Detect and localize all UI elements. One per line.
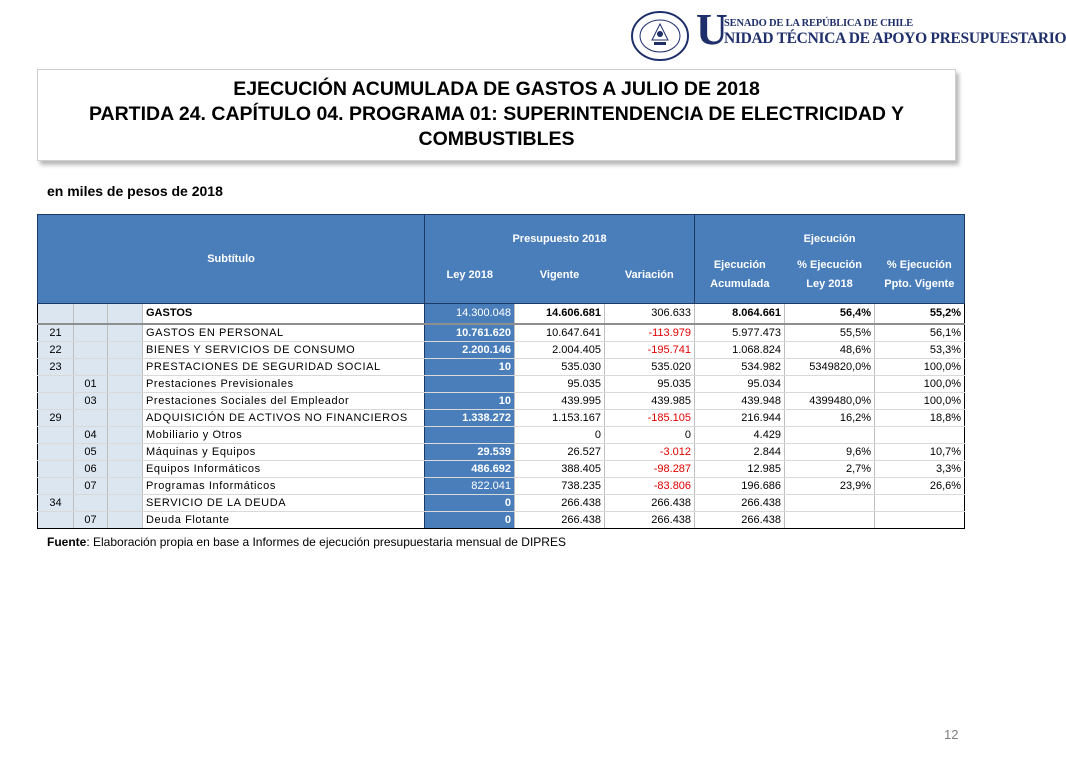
cell-pct-vigente: 100,0% (875, 359, 965, 376)
cell-variacion: -185.105 (605, 410, 695, 427)
header-subtitulo: Subtítulo (38, 215, 425, 304)
senado-seal-logo (630, 10, 690, 62)
cell-pct-vigente: 26,6% (875, 478, 965, 495)
cell-ley (425, 427, 515, 444)
table-row (38, 495, 965, 512)
cell-vigente: 26.527 (515, 444, 605, 461)
cell-subtitulo (38, 393, 74, 410)
cell-spacer (108, 359, 143, 376)
cell-pct-ley: 2,7% (785, 461, 875, 478)
cell-description: ADQUISICIÓN DE ACTIVOS NO FINANCIEROS (143, 410, 425, 427)
cell-subtitulo (38, 512, 74, 529)
cell-variacion: 95.035 (605, 376, 695, 393)
cell-pct-ley (785, 495, 875, 512)
cell-variacion: 266.438 (605, 495, 695, 512)
table-row (38, 512, 965, 529)
cell-pct-ley (785, 427, 875, 444)
cell-description: Equipos Informáticos (143, 461, 425, 478)
cell-vigente: 14.606.681 (515, 304, 605, 325)
cell-vigente: 388.405 (515, 461, 605, 478)
cell-subtitulo: 23 (38, 359, 74, 376)
cell-ejecucion: 216.944 (695, 410, 785, 427)
cell-item (74, 324, 108, 342)
cell-ley: 10 (425, 359, 515, 376)
cell-vigente: 2.004.405 (515, 342, 605, 359)
brand-line1: SENADO DE LA REPÚBLICA DE CHILE (724, 18, 913, 29)
cell-ley: 0 (425, 512, 515, 529)
table-row (38, 376, 965, 393)
table-row (38, 427, 965, 444)
cell-ejecucion: 5.977.473 (695, 324, 785, 342)
cell-vigente: 95.035 (515, 376, 605, 393)
cell-ley (425, 376, 515, 393)
cell-vigente: 535.030 (515, 359, 605, 376)
cell-item: 06 (74, 461, 108, 478)
cell-spacer (108, 427, 143, 444)
cell-ejecucion: 12.985 (695, 461, 785, 478)
cell-subtitulo (38, 461, 74, 478)
cell-description: Programas Informáticos (143, 478, 425, 495)
cell-ley: 14.300.048 (425, 304, 515, 325)
cell-subtitulo: 34 (38, 495, 74, 512)
cell-variacion: -113.979 (605, 324, 695, 342)
title-box (37, 69, 956, 161)
cell-pct-ley: 9,6% (785, 444, 875, 461)
cell-pct-ley: 55,5% (785, 324, 875, 342)
header-variacion: Variación (605, 247, 695, 304)
brand-line2: NIDAD TÉCNICA DE APOYO PRESUPUESTARIO (724, 30, 1066, 47)
cell-variacion: -83.806 (605, 478, 695, 495)
cell-ley: 0 (425, 495, 515, 512)
table-row (38, 342, 965, 359)
source-label: Fuente (47, 535, 87, 549)
cell-ejecucion: 439.948 (695, 393, 785, 410)
cell-description: Deuda Flotante (143, 512, 425, 529)
cell-spacer (108, 304, 143, 325)
cell-item: 01 (74, 376, 108, 393)
units-label: en miles de pesos de 2018 (47, 183, 223, 199)
header-pct-vig-line1: % Ejecución (886, 259, 952, 271)
cell-pct-ley: 16,2% (785, 410, 875, 427)
cell-ley: 1.338.272 (425, 410, 515, 427)
title-line1: EJECUCIÓN ACUMULADA DE GASTOS A JULIO DE 2018 (233, 78, 760, 100)
header-ley: Ley 2018 (425, 247, 515, 304)
cell-ley: 10 (425, 393, 515, 410)
table-row (38, 478, 965, 495)
senado-brand-logo (696, 5, 1066, 58)
cell-spacer (108, 461, 143, 478)
cell-pct-vigente: 100,0% (875, 393, 965, 410)
cell-ejecucion: 196.686 (695, 478, 785, 495)
cell-ley: 822.041 (425, 478, 515, 495)
cell-item: 03 (74, 393, 108, 410)
cell-ley: 29.539 (425, 444, 515, 461)
cell-ejecucion: 4.429 (695, 427, 785, 444)
cell-pct-vigente: 3,3% (875, 461, 965, 478)
cell-item (74, 410, 108, 427)
cell-subtitulo: 21 (38, 324, 74, 342)
cell-spacer (108, 478, 143, 495)
cell-ejecucion: 266.438 (695, 495, 785, 512)
cell-ejecucion: 266.438 (695, 512, 785, 529)
header-presupuesto: Presupuesto 2018 (425, 215, 695, 248)
cell-variacion: 439.985 (605, 393, 695, 410)
cell-variacion: -3.012 (605, 444, 695, 461)
cell-subtitulo (38, 376, 74, 393)
cell-pct-vigente: 100,0% (875, 376, 965, 393)
cell-pct-vigente: 56,1% (875, 324, 965, 342)
header-pct-vig-line2: Ppto. Vigente (884, 278, 955, 290)
table-row (38, 359, 965, 376)
cell-spacer (108, 512, 143, 529)
header-pct-ley (785, 247, 875, 304)
cell-ejecucion: 2.844 (695, 444, 785, 461)
cell-ley: 10.761.620 (425, 324, 515, 342)
cell-pct-vigente: 10,7% (875, 444, 965, 461)
cell-pct-vigente: 18,8% (875, 410, 965, 427)
title-line2: PARTIDA 24. CAPÍTULO 04. PROGRAMA 01: SUPERINTENDENCIA DE ELECTRICIDAD Y COMBUSTIBLES (88, 103, 905, 150)
cell-pct-vigente: 53,3% (875, 342, 965, 359)
cell-item: 07 (74, 478, 108, 495)
cell-vigente: 266.438 (515, 495, 605, 512)
cell-vigente: 1.153.167 (515, 410, 605, 427)
cell-vigente: 10.647.641 (515, 324, 605, 342)
cell-spacer (108, 342, 143, 359)
header-pct-ley-line1: % Ejecución (797, 259, 862, 271)
header-ejec-acum-line1: Ejecución (713, 259, 766, 271)
cell-pct-ley: 56,4% (785, 304, 875, 325)
cell-subtitulo (38, 478, 74, 495)
cell-vigente: 439.995 (515, 393, 605, 410)
cell-spacer (108, 376, 143, 393)
cell-item (74, 495, 108, 512)
table-row (38, 461, 965, 478)
source-text: : Elaboración propia en base a Informes de ejecución presupuestaria mensual de DIPRES (86, 535, 566, 549)
cell-item: 05 (74, 444, 108, 461)
cell-subtitulo (38, 304, 74, 325)
cell-description: Prestaciones Previsionales (143, 376, 425, 393)
cell-description: Máquinas y Equipos (143, 444, 425, 461)
table-row (38, 393, 965, 410)
cell-description: GASTOS EN PERSONAL (143, 324, 425, 342)
page-number: 12 (944, 727, 959, 742)
cell-variacion: -195.741 (605, 342, 695, 359)
cell-item: 04 (74, 427, 108, 444)
cell-item: 07 (74, 512, 108, 529)
cell-variacion: 306.633 (605, 304, 695, 325)
budget-table (37, 214, 965, 529)
cell-item (74, 359, 108, 376)
header-ejec-acum-line2: Acumulada (710, 278, 770, 290)
table-row (38, 410, 965, 427)
cell-description: GASTOS (143, 304, 425, 325)
cell-subtitulo (38, 444, 74, 461)
cell-pct-ley (785, 512, 875, 529)
cell-subtitulo (38, 427, 74, 444)
cell-subtitulo: 22 (38, 342, 74, 359)
cell-ejecucion: 534.982 (695, 359, 785, 376)
cell-description: BIENES Y SERVICIOS DE CONSUMO (143, 342, 425, 359)
cell-vigente: 266.438 (515, 512, 605, 529)
cell-pct-ley: 5349820,0% (785, 359, 875, 376)
header-vigente: Vigente (515, 247, 605, 304)
cell-vigente: 0 (515, 427, 605, 444)
cell-vigente: 738.235 (515, 478, 605, 495)
cell-spacer (108, 393, 143, 410)
header-pct-ley-line2: Ley 2018 (806, 278, 853, 290)
cell-spacer (108, 495, 143, 512)
table-row (38, 324, 965, 342)
table-row (38, 304, 965, 325)
cell-variacion: 0 (605, 427, 695, 444)
cell-spacer (108, 324, 143, 342)
cell-pct-ley (785, 376, 875, 393)
header-ejecucion-acumulada (695, 247, 785, 304)
cell-description: Prestaciones Sociales del Empleador (143, 393, 425, 410)
cell-pct-ley: 48,6% (785, 342, 875, 359)
cell-description: SERVICIO DE LA DEUDA (143, 495, 425, 512)
cell-description: Mobiliario y Otros (143, 427, 425, 444)
cell-pct-vigente (875, 512, 965, 529)
cell-pct-vigente: 55,2% (875, 304, 965, 325)
cell-variacion: -98.287 (605, 461, 695, 478)
cell-ejecucion: 8.064.661 (695, 304, 785, 325)
header-pct-vigente (875, 247, 965, 304)
cell-ejecucion: 1.068.824 (695, 342, 785, 359)
cell-spacer (108, 444, 143, 461)
cell-pct-ley: 23,9% (785, 478, 875, 495)
cell-ejecucion: 95.034 (695, 376, 785, 393)
cell-subtitulo: 29 (38, 410, 74, 427)
header-ejecucion-group: Ejecución (695, 215, 965, 248)
cell-variacion: 535.020 (605, 359, 695, 376)
cell-description: PRESTACIONES DE SEGURIDAD SOCIAL (143, 359, 425, 376)
source-note (47, 535, 566, 549)
brand-initial: U (696, 5, 728, 54)
cell-pct-ley: 4399480,0% (785, 393, 875, 410)
cell-variacion: 266.438 (605, 512, 695, 529)
cell-item (74, 342, 108, 359)
cell-pct-vigente (875, 495, 965, 512)
table-row (38, 444, 965, 461)
cell-pct-vigente (875, 427, 965, 444)
cell-ley: 2.200.146 (425, 342, 515, 359)
cell-ley: 486.692 (425, 461, 515, 478)
cell-spacer (108, 410, 143, 427)
cell-item (74, 304, 108, 325)
